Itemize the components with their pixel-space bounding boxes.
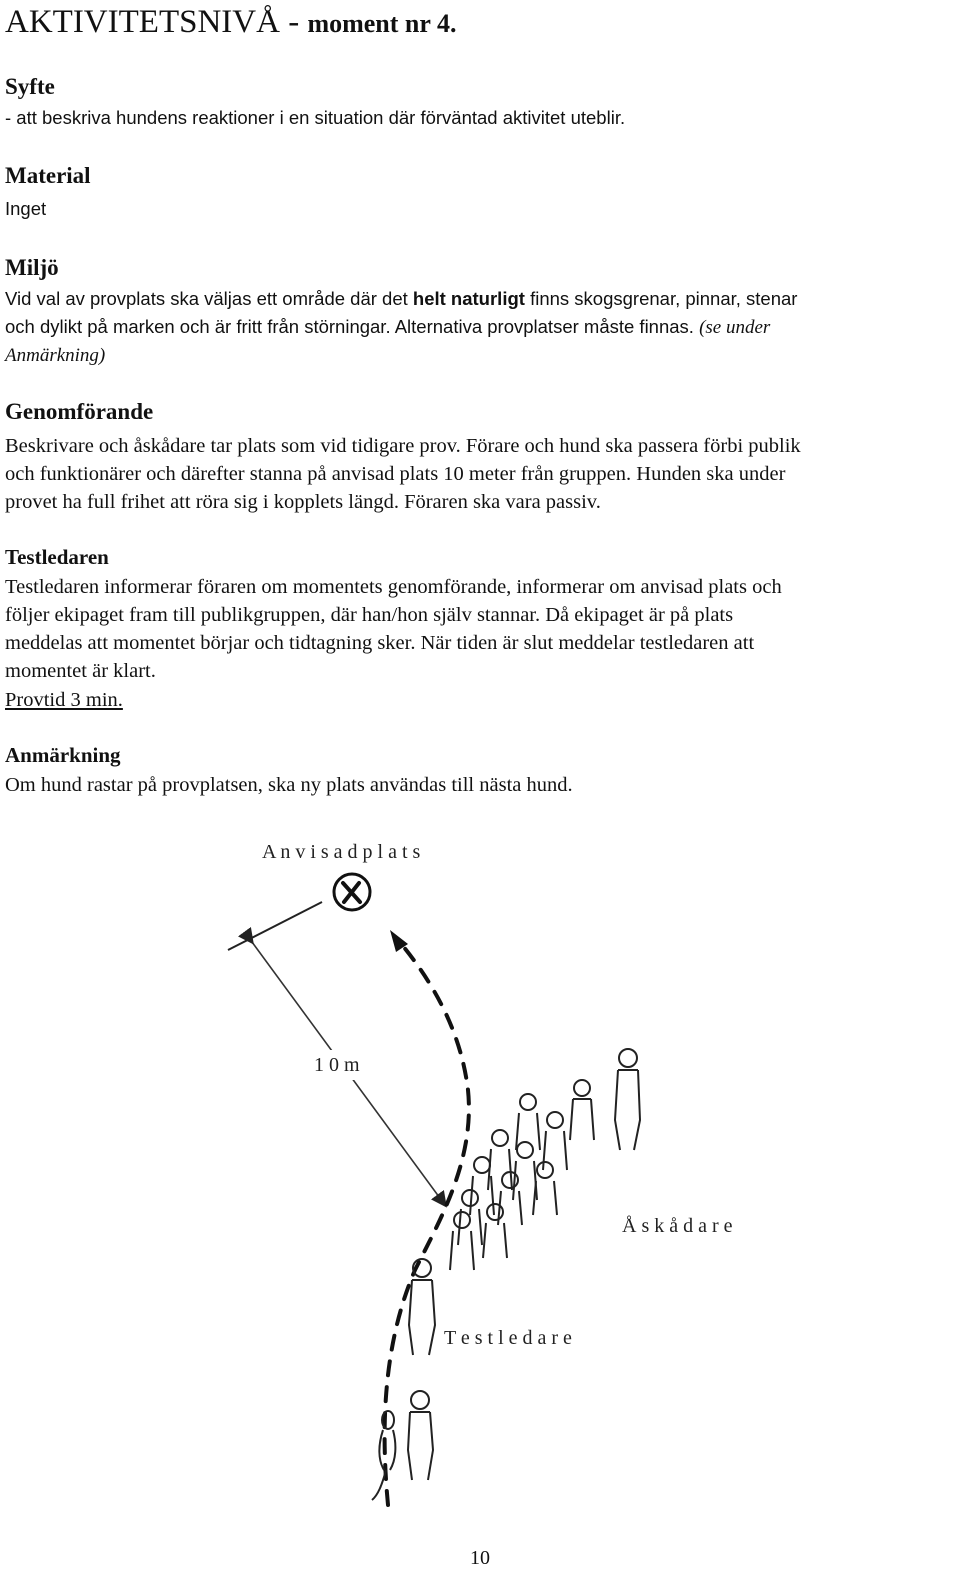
material-text: Inget — [5, 198, 47, 219]
testledaren-line-2: följer ekipaget fram till publikgruppen, där han/hon själv stannar. Då ekipaget är på plats — [5, 604, 734, 626]
reference-line — [228, 902, 322, 950]
testledaren-line-3: meddelas att momentet börjar och tidtagning sker. När tiden är slut meddelar testledaren att — [5, 632, 755, 654]
dog-path-dashed — [385, 940, 469, 1505]
heading-genomforande: Genomförande — [5, 399, 154, 424]
genomforande-line-2: och funktionärer och därefter stanna på anvisad plats 10 meter från gruppen. Hunden ska under — [5, 463, 786, 485]
label-anvisad-plats: A n v i s a d p l a t s — [262, 841, 421, 863]
heading-testledaren: Testledaren — [5, 545, 109, 569]
anmarkning-text: Om hund rastar på provplatsen, ska ny plats användas till nästa hund. — [5, 774, 573, 796]
page-number: 10 — [470, 1547, 490, 1569]
miljo-bold-phrase: helt naturligt — [412, 288, 525, 309]
miljo-line-3: Anmärkning) — [5, 345, 106, 366]
label-testledare: T e s t l e d a r e — [444, 1327, 572, 1349]
genomforande-line-1: Beskrivare och åskådare tar plats som vid tidigare prov. Förare och hund ska passera förbi publik — [5, 435, 801, 457]
testledaren-line-4: momentet är klart. — [5, 660, 156, 682]
title-sub: moment nr 4. — [307, 9, 457, 38]
spectator-group-icon — [450, 1049, 640, 1270]
page-title — [5, 2, 456, 44]
heading-material: Material — [5, 163, 91, 188]
heading-miljo: Miljö — [5, 255, 59, 280]
target-marker-icon — [334, 874, 370, 910]
test-layout-diagram — [0, 820, 960, 1520]
title-main: AKTIVITETSNIVÅ - — [5, 4, 308, 40]
handler-and-dog-icon — [372, 1391, 433, 1500]
label-askadare: Å s k å d a r e — [622, 1215, 733, 1237]
heading-anmarkning: Anmärkning — [5, 743, 121, 767]
miljo-line-1: Vid val av provplats ska väljas ett område där det helt naturligt finns skogsgrenar, pinnar, stenar — [5, 288, 798, 309]
heading-syfte: Syfte — [5, 74, 55, 99]
label-10m: 1 0 m — [314, 1054, 360, 1076]
testledaren-line-1: Testledaren informerar föraren om momentets genomförande, informerar om anvisad plats och — [5, 576, 782, 598]
provtid-text: Provtid 3 min. — [5, 689, 123, 711]
genomforande-line-3: provet ha full frihet att röra sig i kopplets längd. Föraren ska vara passiv. — [5, 491, 601, 513]
miljo-line-2: och dylikt på marken och är fritt från störningar. Alternativa provplatser måste finnas. (se under — [5, 316, 771, 338]
syfte-text: - att beskriva hundens reaktioner i en situation där förväntad aktivitet uteblir. — [5, 107, 626, 128]
